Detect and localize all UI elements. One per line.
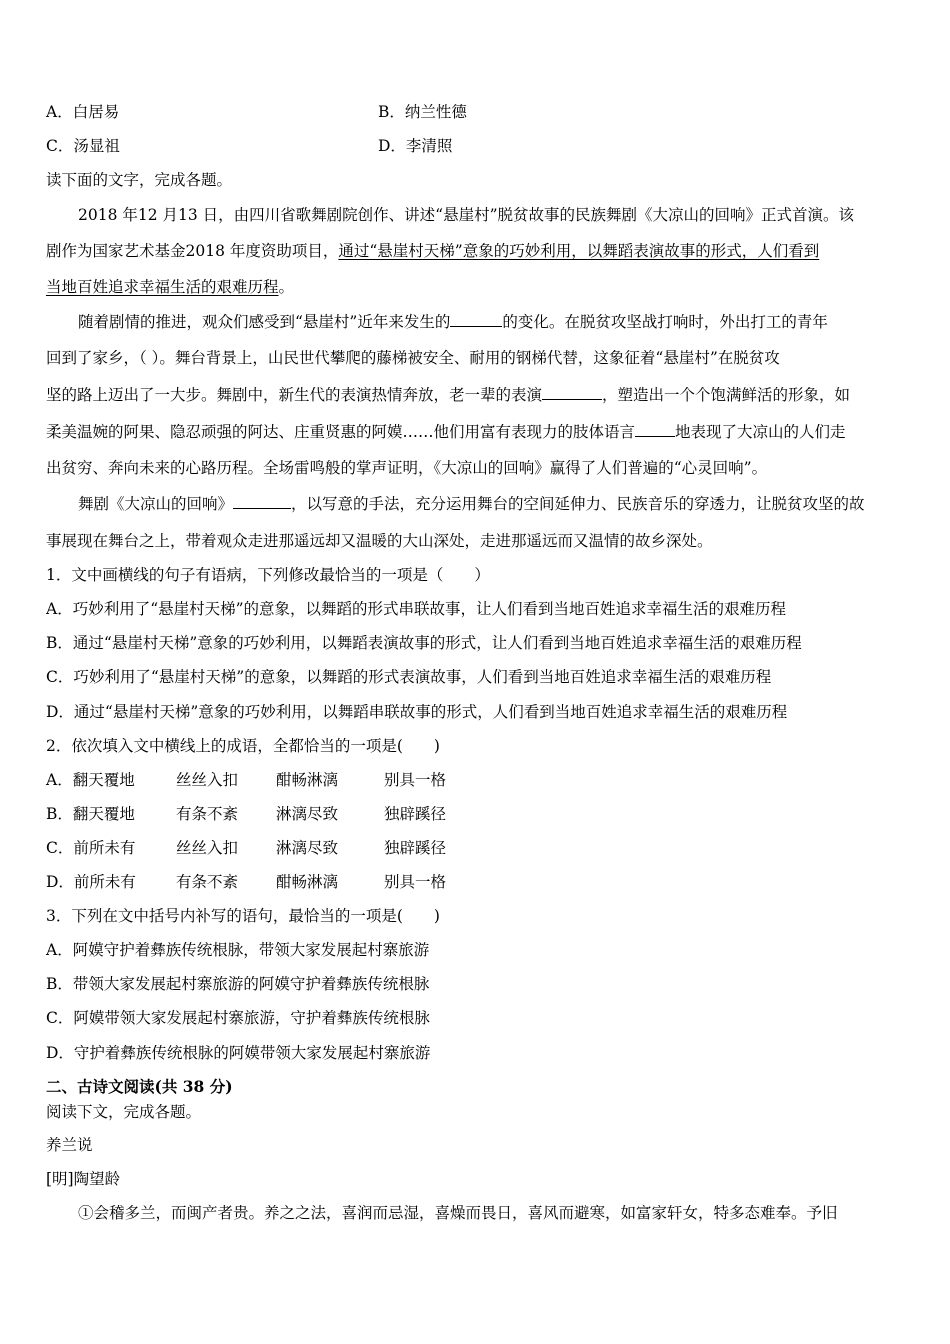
- idiom: B．翻天覆地: [46, 805, 135, 823]
- blank-4: [233, 494, 291, 509]
- passage-p1-line3: [46, 277, 294, 297]
- passage-p3-line1: [78, 494, 865, 514]
- idiom: 淋漓尽致: [276, 839, 339, 857]
- q1-option-d[interactable]: D．通过“悬崖村天梯”意象的巧妙利用，以舞蹈串联故事的形式，人们看到当地百姓追求幸福生活的艰难历程: [46, 703, 788, 721]
- passage-text: 的变化。在脱贫攻坚战打响时，外出打工的青年: [502, 313, 828, 331]
- q2-stem: 2．依次填入文中横线上的成语，全都恰当的一项是( ): [46, 737, 440, 755]
- q1-option-a[interactable]: A．巧妙利用了“悬崖村天梯”的意象，以舞蹈的形式串联故事，让人们看到当地百姓追求幸福生活的艰难历程: [46, 600, 787, 618]
- idiom: 酣畅淋漓: [276, 873, 339, 891]
- idiom: 淋漓尽致: [276, 805, 339, 823]
- passage-p2-line4: [46, 422, 846, 442]
- passage-text: 地表现了大凉山的人们走: [675, 423, 846, 441]
- passage-p2-line2: 回到了家乡，（ ）。舞台背景上，山民世代攀爬的藤梯被安全、耐用的钢梯代替，这象征着“悬崖村”在脱贫攻: [46, 349, 780, 367]
- idiom: 有条不紊: [176, 873, 239, 891]
- q3-option-c[interactable]: C．阿嫫带领大家发展起村寨旅游，守护着彝族传统根脉: [46, 1009, 430, 1027]
- idiom: 丝丝入扣: [176, 771, 239, 789]
- q1-option-b[interactable]: B．通过“悬崖村天梯”意象的巧妙利用，以舞蹈表演故事的形式，让人们看到当地百姓追求幸福生活的艰难历程: [46, 634, 802, 652]
- idiom: A．翻天覆地: [46, 771, 135, 789]
- passage-p2-line5: 出贫穷、奔向未来的心路历程。全场雷鸣般的掌声证明，《大凉山的回响》赢得了人们普遍的“心灵回响”。: [46, 459, 768, 477]
- idiom: 别具一格: [384, 771, 447, 789]
- blank-2: [542, 385, 602, 400]
- passage-p1-line1: 2018 年12 月13 日，由四川省歌舞剧院创作、讲述“悬崖村”脱贫故事的民族舞剧《大凉山的回响》正式首演。该: [78, 206, 855, 224]
- option-d-prev: D．李清照: [378, 137, 453, 155]
- idiom: 有条不紊: [176, 805, 239, 823]
- q1-option-c[interactable]: C．巧妙利用了“悬崖村天梯”的意象，以舞蹈的形式表演故事，人们看到当地百姓追求幸福生活的艰难历程: [46, 668, 772, 686]
- blank-3: [635, 422, 675, 437]
- q3-stem: 3．下列在文中括号内补写的语句，最恰当的一项是( ): [46, 907, 440, 925]
- blank-1: [450, 312, 502, 327]
- idiom: 独辟蹊径: [384, 805, 447, 823]
- section-instruction: 阅读下文，完成各题。: [46, 1103, 202, 1121]
- passage-text: 坚的路上迈出了一大步。舞剧中，新生代的表演热情奔放，老一辈的表演: [46, 386, 543, 404]
- passage-p1-line2: [46, 241, 819, 261]
- passage-p2-line1: [78, 312, 828, 332]
- passage-text: 柔美温婉的阿果、隐忍顽强的阿达、庄重贤惠的阿嫫……他们用富有表现力的肢体语言: [46, 423, 636, 441]
- q3-option-a[interactable]: A．阿嫫守护着彝族传统根脉，带领大家发展起村寨旅游: [46, 941, 430, 959]
- idiom: 独辟蹊径: [384, 839, 447, 857]
- passage-text: ，塑造出一个个饱满鲜活的形象，如: [602, 386, 851, 404]
- passage-text: 舞剧《大凉山的回响》: [78, 495, 234, 513]
- q1-stem: 1．文中画横线的句子有语病，下列修改最恰当的一项是（ ）: [46, 566, 490, 584]
- idiom: 别具一格: [384, 873, 447, 891]
- passage-p3-line2: 事展现在舞台之上，带着观众走进那遥远却又温暖的大山深处，走进那遥远而又温情的故乡深处。: [46, 532, 713, 550]
- passage-p2-line3: [46, 385, 850, 405]
- option-b-prev: B．纳兰性德: [378, 103, 467, 121]
- q3-option-b[interactable]: B．带领大家发展起村寨旅游的阿嫫守护着彝族传统根脉: [46, 975, 430, 993]
- classical-text-para1: ①会稽多兰，而闽产者贵。养之之法，喜润而忌湿，喜燥而畏日，喜风而避寒，如富家轩女，特多态难奉。予旧: [78, 1204, 838, 1222]
- passage-text: ，以写意的手法，充分运用舞台的空间延伸力、民族音乐的穿透力，让脱贫攻坚的故: [291, 495, 865, 513]
- passage-text: 剧作为国家艺术基金2018 年度资助项目，: [46, 242, 339, 260]
- idiom: 丝丝入扣: [176, 839, 239, 857]
- passage-text: 随着剧情的推进，观众们感受到“悬崖村”近年来发生的: [78, 313, 451, 331]
- period: 。: [278, 278, 295, 296]
- poem-author: [明]陶望龄: [46, 1170, 121, 1188]
- underlined-sentence: 通过“悬崖村天梯”意象的巧妙利用，以舞蹈表演故事的形式，人们看到: [338, 242, 820, 260]
- idiom: 酣畅淋漓: [276, 771, 339, 789]
- poem-title: 养兰说: [46, 1136, 93, 1154]
- section-heading: 二、古诗文阅读(共 38 分): [46, 1077, 233, 1096]
- instruction-read: 读下面的文字，完成各题。: [46, 171, 233, 189]
- q3-option-d[interactable]: D．守护着彝族传统根脉的阿嫫带领大家发展起村寨旅游: [46, 1044, 431, 1062]
- option-c-prev: C．汤显祖: [46, 137, 120, 155]
- idiom: D．前所未有: [46, 873, 136, 891]
- underlined-sentence: 当地百姓追求幸福生活的艰难历程: [46, 278, 279, 296]
- option-a-prev: A．白居易: [46, 103, 120, 121]
- idiom: C．前所未有: [46, 839, 136, 857]
